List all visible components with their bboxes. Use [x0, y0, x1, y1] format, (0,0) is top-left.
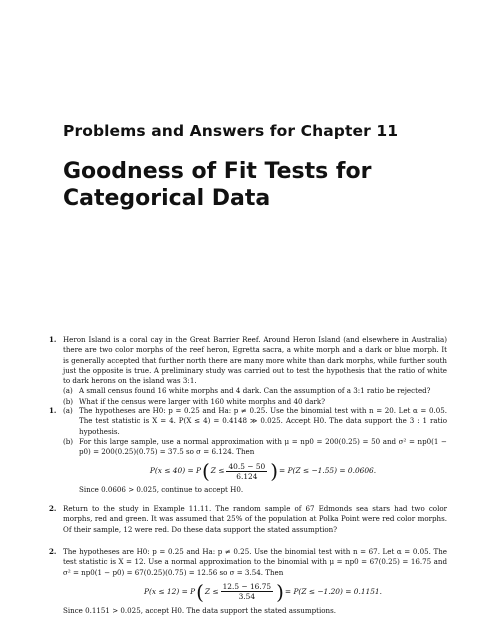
fraction — [221, 582, 274, 601]
chapter-heading: Problems and Answers for Chapter 11 — [63, 122, 399, 140]
conclusion-text: Since 0.1151 > 0.025, accept H0. The data support the stated assumptions. — [63, 605, 336, 615]
problem-part-a — [63, 386, 447, 396]
answer-part-a — [63, 406, 447, 437]
part-label: (b) — [63, 436, 74, 446]
problem-number: 1. — [49, 335, 57, 344]
fraction — [226, 462, 267, 481]
answer-1 — [49, 406, 447, 496]
denominator: 3.54 — [238, 592, 256, 602]
left-paren: ( — [196, 579, 204, 604]
part-label: (a) — [63, 386, 73, 396]
numerator: 40.5 − 50 — [228, 461, 266, 471]
equation-z: Z ≤ — [210, 466, 225, 476]
chapter-title: Goodness of Fit Tests for Categorical Data — [63, 159, 372, 211]
equation-left: P(x ≤ 40) = P — [149, 466, 201, 476]
part-text: The hypotheses are H0: p = 0.25 and Ha: p ≠ 0.25. Use the binomial test with n = 20. Let α = 0.05. The test statistic is X = 4. P(X ≤ 4) = 0.4148 ≫ 0.025. Accept H0. The data support the 3 : 1 ratio hypothesis. — [79, 406, 447, 436]
part-label: (b) — [63, 396, 74, 406]
problem-1 — [49, 335, 447, 407]
right-paren: ) — [270, 459, 279, 484]
answer-number: 2. — [49, 547, 57, 556]
part-label: (a) — [63, 406, 73, 415]
equation — [79, 580, 447, 604]
numerator: 12.5 − 16.75 — [222, 582, 272, 592]
answer-2 — [49, 547, 447, 616]
equation-left: P(x ≤ 12) = P — [144, 586, 196, 596]
answer-number: 1. — [49, 406, 57, 415]
equation — [79, 459, 447, 483]
right-paren: ) — [276, 579, 284, 604]
problem-number: 2. — [49, 504, 57, 513]
equation-z: Z ≤ — [204, 586, 219, 596]
problem-2 — [49, 504, 447, 535]
denominator: 6.124 — [236, 471, 258, 481]
answer-text: The hypotheses are H0: p = 0.25 and Ha: p ≠ 0.25. Use the binomial test with n = 67. Let α = 0.05. The test statistic is X = 12. Use a normal approximation to the binomial with μ = np0 = 67(0.25) = 16.75 and σ² = np0(1 − p0) = 67(0.25)(0.75) = 12.56 so σ = 3.54. Then — [63, 547, 447, 577]
part-text: A small census found 16 white morphs and 4 dark. Can the assumption of a 3:1 ratio be rejected? — [79, 386, 431, 396]
part-text: For this large sample, use a normal approximation with μ = np0 = 200(0.25) = 50 and σ² = np0(1 − p0) = 200(0.25)(0.75) = 37.5 so σ = 6.124. Then — [79, 436, 447, 457]
left-paren: ( — [201, 459, 210, 484]
problem-text: Heron Island is a coral cay in the Great Barrier Reef. Around Heron Island (and elsewhere in Australia) there are two color morphs of the reef heron, Egretta sacra, a white morph and a dark or blue morph. It is generally accepted that further north there are many more white than dark morphs, while further south just the opposite is true. A preliminary study was carried out to test the hypothesis that the ratio of white to dark herons on the island was 3:1. — [63, 335, 447, 386]
answer-part-b — [63, 437, 447, 458]
equation-right: = P(Z ≤ −1.20) = 0.1151. — [284, 586, 382, 596]
problem-text: Return to the study in Example 11.11. The random sample of 67 Edmonds sea stars had two color morphs, red and green. It was assumed that 25% of the population at Polka Point were red color morphs. Of their sample, 12 were red. Do these data support the stated assumption? — [63, 504, 447, 534]
conclusion-text: Since 0.0606 > 0.025, continue to accept H0. — [79, 485, 244, 495]
part-text: What if the census were larger with 160 white morphs and 40 dark? — [79, 396, 326, 406]
equation-right: = P(Z ≤ −1.55) = 0.0606. — [279, 466, 377, 476]
